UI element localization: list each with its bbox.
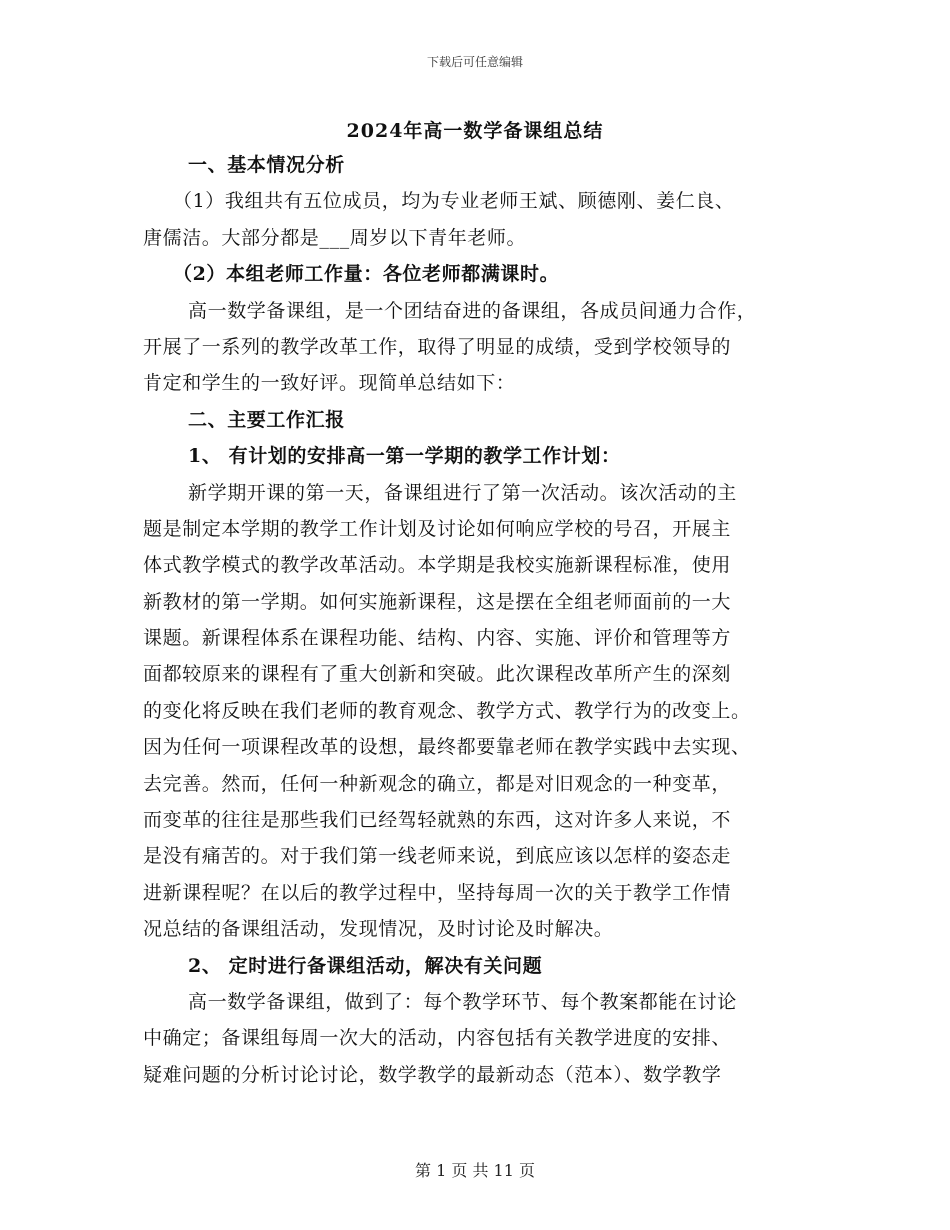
document-body bbox=[143, 147, 803, 1093]
paragraph-line: 课题。新课程体系在课程功能、结构、内容、实施、评价和管理等方 bbox=[143, 627, 732, 650]
paragraph-line: 新学期开课的第一天，备课组进行了第一次活动。该次活动的主 bbox=[188, 481, 737, 504]
paragraph-line: 高一数学备课组，是一个团结奋进的备课组，各成员间通力合作， bbox=[188, 299, 757, 322]
paragraph-line: 是没有痛苦的。对于我们第一线老师来说，到底应该以怎样的姿态走 bbox=[143, 845, 732, 868]
paragraph-line: 因为任何一项课程改革的设想，最终都要靠老师在教学实践中去实现、 bbox=[143, 736, 751, 759]
section-heading: 二、主要工作汇报 bbox=[188, 408, 345, 431]
paragraph-line: 面都较原来的课程有了重大创新和突破。此次课程改革所产生的深刻 bbox=[143, 663, 732, 686]
paragraph-line: 进新课程呢？在以后的教学过程中，坚持每周一次的关于教学工作情 bbox=[143, 881, 732, 904]
paragraph-line: 唐儒洁。大部分都是___周岁以下青年老师。 bbox=[143, 226, 527, 249]
paragraph-line: 况总结的备课组活动，发现情况，及时讨论及时解决。 bbox=[143, 918, 614, 941]
page-header-note: 下载后可任意编辑 bbox=[426, 55, 523, 69]
paragraph-line: 去完善。然而，任何一种新观念的确立，都是对旧观念的一种变革， bbox=[143, 772, 732, 795]
paragraph-line: 题是制定本学期的教学工作计划及讨论如何响应学校的号召，开展主 bbox=[143, 517, 732, 540]
paragraph-line: 而变革的往往是那些我们已经驾轻就熟的东西，这对许多人来说，不 bbox=[143, 809, 732, 832]
paragraph-line: 的变化将反映在我们老师的教育观念、教学方式、教学行为的改变上。 bbox=[143, 699, 751, 722]
document-title: 2024年高一数学备课组总结 bbox=[346, 120, 604, 142]
paragraph-line: 疑难问题的分析讨论讨论，数学教学的最新动态（范本）、数学教学 bbox=[143, 1063, 722, 1086]
paragraph-line: 高一数学备课组，做到了：每个教学环节、每个教案都能在讨论 bbox=[188, 990, 737, 1013]
section-heading: 一、基本情况分析 bbox=[188, 154, 345, 176]
subsection-heading: 1、 有计划的安排高一第一学期的教学工作计划： bbox=[188, 445, 621, 468]
paragraph-line: （1）我组共有五位成员，均为专业老师王斌、顾德刚、姜仁良、 bbox=[173, 190, 735, 213]
paragraph-line: （2）本组老师工作量：各位老师都满课时。 bbox=[173, 263, 560, 286]
subsection-heading: 2、 定时进行备课组活动，解决有关问题 bbox=[188, 954, 543, 977]
paragraph-line: 体式教学模式的教学改革活动。本学期是我校实施新课程标准，使用 bbox=[143, 554, 732, 577]
paragraph-line: 中确定；备课组每周一次大的活动，内容包括有关教学进度的安排、 bbox=[143, 1027, 732, 1050]
paragraph-line: 新教材的第一学期。如何实施新课程，这是摆在全组老师面前的一大 bbox=[143, 590, 732, 613]
paragraph-line: 肯定和学生的一致好评。现简单总结如下： bbox=[143, 372, 516, 395]
paragraph-line: 开展了一系列的教学改革工作，取得了明显的成绩，受到学校领导的 bbox=[143, 335, 732, 358]
page-footer-number: 第 1 页 共 11 页 bbox=[415, 1161, 535, 1180]
